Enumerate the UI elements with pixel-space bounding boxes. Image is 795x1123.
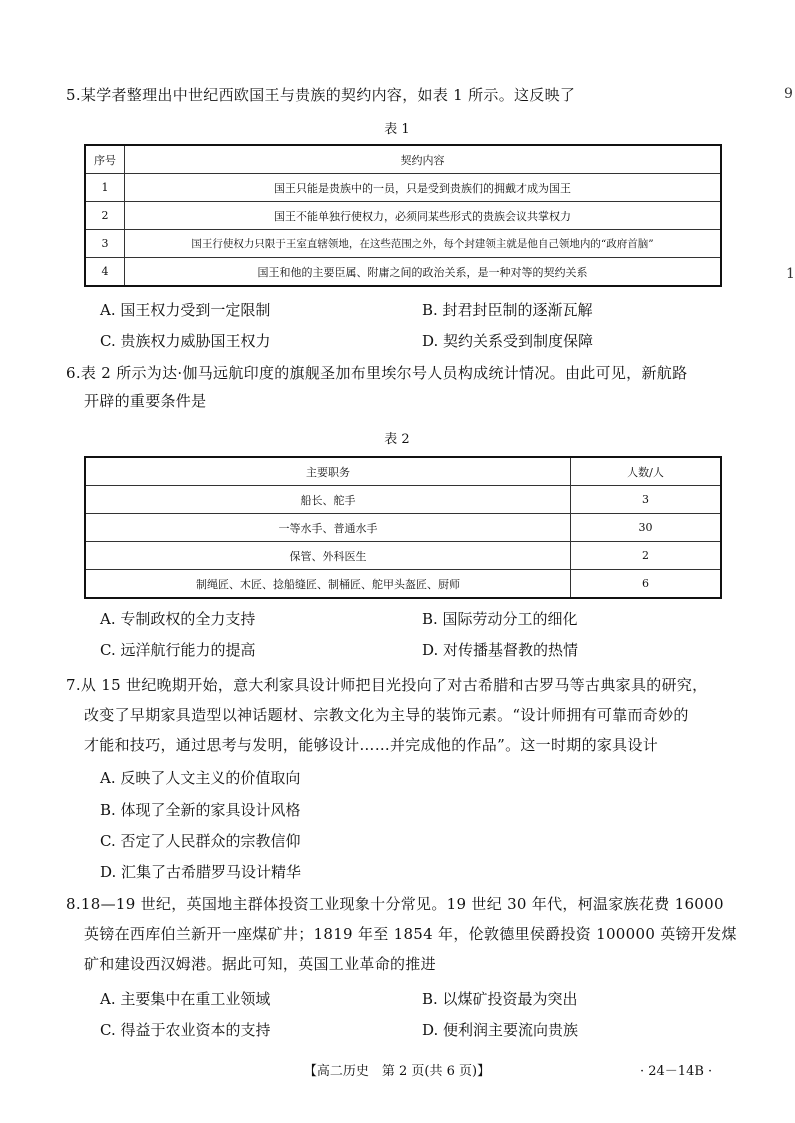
q6-option-b[interactable]: B. 国际劳动分工的细化	[422, 610, 578, 628]
table-1-header: 契约内容	[125, 145, 722, 174]
table-cell: 2	[571, 542, 722, 570]
table-2-header-row	[85, 457, 721, 486]
table-1-caption: 表 1	[384, 122, 410, 137]
table-cell: 30	[571, 514, 722, 542]
table-cell: 国王不能单独行使权力，必须同某些形式的贵族会议共掌权力	[125, 202, 722, 230]
question-7-stem-line-3: 才能和技巧，通过思考与发明，能够设计……并完成他的作品”。这一时期的家具设计	[84, 736, 659, 754]
table-cell: 国王只能是贵族中的一员，只是受到贵族们的拥戴才成为国王	[125, 174, 722, 202]
table-row	[85, 542, 721, 570]
q5-option-c[interactable]: C. 贵族权力威胁国王权力	[100, 332, 271, 350]
table-cell: 1	[85, 174, 125, 202]
question-6-stem-line-2: 开辟的重要条件是	[84, 392, 207, 410]
q7-option-a[interactable]: A. 反映了人文主义的价值取向	[100, 769, 301, 787]
table-cell: 3	[571, 486, 722, 514]
table-cell: 制绳匠、木匠、捻船缝匠、制桶匠、舵甲头盔匠、厨师	[85, 570, 571, 599]
margin-mark-top: 9	[784, 86, 793, 102]
table-2-header: 主要职务	[85, 457, 571, 486]
q5-option-d[interactable]: D. 契约关系受到制度保障	[422, 332, 594, 350]
q8-option-b[interactable]: B. 以煤矿投资最为突出	[422, 990, 578, 1008]
q5-option-b[interactable]: B. 封君封臣制的逐渐瓦解	[422, 301, 593, 319]
question-7-stem-line-2: 改变了早期家具造型以神话题材、宗教文化为主导的装饰元素。“设计师拥有可靠而奇妙的	[84, 706, 689, 724]
q7-option-b[interactable]: B. 体现了全新的家具设计风格	[100, 801, 301, 819]
q6-option-a[interactable]: A. 专制政权的全力支持	[100, 610, 256, 628]
table-row	[85, 174, 721, 202]
paper-code: · 24－14B ·	[640, 1064, 713, 1079]
question-8-stem-line-2: 英镑在西库伯兰新开一座煤矿井；1819 年至 1854 年，伦敦德里侯爵投资 100000 英镑开发煤	[84, 925, 737, 943]
q7-option-d[interactable]: D. 汇集了古希腊罗马设计精华	[100, 863, 302, 881]
table-row	[85, 486, 721, 514]
question-5-stem: 5.某学者整理出中世纪西欧国王与贵族的契约内容，如表 1 所示。这反映了	[66, 86, 576, 104]
question-8-stem-line-1: 8.18—19 世纪，英国地主群体投资工业现象十分常见。19 世纪 30 年代，柯温家族花费 16000	[66, 895, 724, 913]
table-cell: 2	[85, 202, 125, 230]
q8-option-d[interactable]: D. 便利润主要流向贵族	[422, 1021, 579, 1039]
table-cell: 6	[571, 570, 722, 599]
table-row	[85, 202, 721, 230]
question-6-stem-line-1: 6.表 2 所示为达·伽马远航印度的旗舰圣加布里埃尔号人员构成统计情况。由此可见，新航路	[66, 364, 688, 382]
table-cell: 国王和他的主要臣属、附庸之间的政治关系，是一种对等的契约关系	[125, 258, 722, 287]
table-row	[85, 258, 721, 287]
table-cell: 国王行使权力只限于王室直辖领地，在这些范围之外，每个封建领主就是他自己领地内的“政府首脑”	[125, 230, 722, 258]
table-row	[85, 230, 721, 258]
page-footer: 【高二历史 第 2 页(共 6 页)】	[303, 1064, 491, 1079]
table-2-header: 人数/人	[571, 457, 722, 486]
table-cell: 一等水手、普通水手	[85, 514, 571, 542]
table-cell: 船长、舵手	[85, 486, 571, 514]
table-1	[84, 144, 722, 287]
question-8-stem-line-3: 矿和建设西汉姆港。据此可知，英国工业革命的推进	[84, 955, 436, 973]
table-cell: 4	[85, 258, 125, 287]
table-1-header-row	[85, 145, 721, 174]
table-2-caption: 表 2	[384, 432, 410, 447]
table-cell: 保管、外科医生	[85, 542, 571, 570]
q6-option-c[interactable]: C. 远洋航行能力的提高	[100, 641, 256, 659]
q6-option-d[interactable]: D. 对传播基督教的热情	[422, 641, 579, 659]
q8-option-a[interactable]: A. 主要集中在重工业领域	[100, 990, 271, 1008]
q8-option-c[interactable]: C. 得益于农业资本的支持	[100, 1021, 271, 1039]
table-cell: 3	[85, 230, 125, 258]
q7-option-c[interactable]: C. 否定了人民群众的宗教信仰	[100, 832, 301, 850]
q5-option-a[interactable]: A. 国王权力受到一定限制	[100, 301, 271, 319]
table-row	[85, 570, 721, 599]
table-2	[84, 456, 722, 599]
table-1-header: 序号	[85, 145, 125, 174]
question-7-stem-line-1: 7.从 15 世纪晚期开始，意大利家具设计师把目光投向了对古希腊和古罗马等古典家具的研究，	[66, 676, 708, 694]
table-row	[85, 514, 721, 542]
margin-mark-middle: 1	[786, 266, 795, 282]
